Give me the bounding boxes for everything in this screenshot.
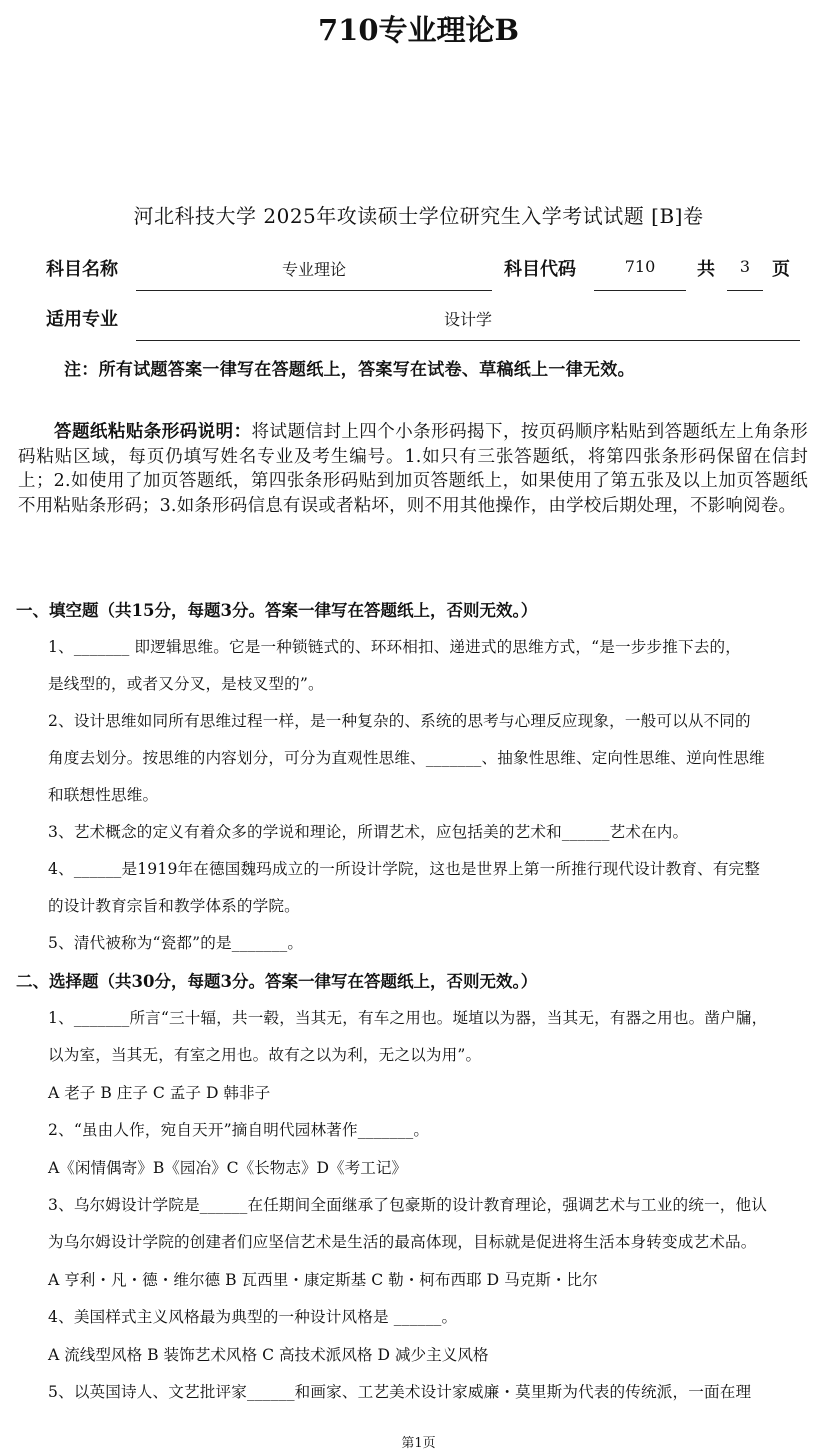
section2-line: 以为室，当其无，有室之用也。故有之以为利，无之以为用”。 <box>48 1046 482 1064</box>
section2-heading: 二、选择题（共30分，每题3分。答案一律写在答题纸上，否则无效。） <box>16 972 538 991</box>
major-value: 设计学 <box>443 310 492 329</box>
section1-line: 3、艺术概念的定义有着众多的学说和理论，所谓艺术，应包括美的艺术和______艺术在内。 <box>48 823 689 841</box>
document-title: 710专业理论B <box>317 13 520 47</box>
section1-line: 角度去划分。按思维的内容划分，可分为直观性思维、_______、抽象性思维、定向性思维、逆向性思维 <box>48 749 765 767</box>
barcode-instructions <box>18 420 808 518</box>
section1-heading: 一、填空题（共15分，每题3分。答案一律写在答题纸上，否则无效。） <box>16 601 538 620</box>
section1-line: 2、设计思维如同所有思维过程一样，是一种复杂的、系统的思考与心理反应现象，一般可以从不同的 <box>48 712 751 730</box>
exam-note: 注：所有试题答案一律写在答题纸上，答案写在试卷、草稿纸上一律无效。 <box>64 360 635 380</box>
section2-options: A《闲情偶寄》B《园冶》C《长物志》D《考工记》 <box>48 1159 408 1177</box>
section1-line: 4、______是1919年在德国魏玛成立的一所设计学院，这也是世界上第一所推行现代设计教育、有完整 <box>48 860 761 878</box>
section1-line: 的设计教育宗旨和教学体系的学院。 <box>48 897 300 915</box>
exam-title: 河北科技大学 2025年攻读硕士学位研究生入学考试试题 [B]卷 <box>133 204 704 228</box>
subject-code-value: 710 <box>624 257 656 276</box>
section2-line: 1、_______所言“三十辐，共一毂，当其无，有车之用也。埏埴以为器，当其无，有器之用也。凿户牖， <box>48 1009 768 1027</box>
subject-name-value: 专业理论 <box>281 260 346 279</box>
barcode-text: 将试题信封上四个小条形码揭下，按页码顺序粘贴到答题纸左上角条形码粘贴区域，每页仍填写姓名专业及考生编号。1.如只有三张答题纸，将第四张条形码保留在信封上；2.如使用了加页答题纸，第四张条形码贴到加页答题纸上，如果使用了第五张及以上加页答题纸不用粘贴条形码；3.如条形码信息有误或者粘坏，则不用其他操作，由学校后期处理，不影响阅卷。 <box>18 422 808 516</box>
pages-unit: 页 <box>772 259 790 280</box>
total-label: 共 <box>697 259 715 280</box>
total-pages-underline <box>727 290 763 291</box>
subject-code-underline <box>594 290 686 291</box>
subject-name-underline <box>136 290 492 291</box>
section2-line: 为乌尔姆设计学院的创建者们应坚信艺术是生活的最高体现，目标就是促进将生活本身转变成艺术品。 <box>48 1233 757 1251</box>
section2-line: 3、乌尔姆设计学院是______在任期间全面继承了包豪斯的设计教育理论，强调艺术与工业的统一，他认 <box>48 1196 767 1214</box>
section1-line: 1、_______ 即逻辑思维。它是一种锁链式的、环环相扣、递进式的思维方式，“是一步步推下去的， <box>48 638 741 656</box>
section1-line: 和联想性思维。 <box>48 786 159 804</box>
section2-line: 4、美国样式主义风格最为典型的一种设计风格是 ______。 <box>48 1308 458 1326</box>
section2-options: A 亨利・凡・德・维尔德 B 瓦西里・康定斯基 C 勒・柯布西耶 D 马克斯・比尔 <box>48 1271 598 1289</box>
subject-name-label: 科目名称 <box>46 259 118 280</box>
total-pages-value: 3 <box>739 257 751 276</box>
subject-code-label: 科目代码 <box>504 259 576 280</box>
section1-line: 是线型的，或者又分叉，是枝叉型的”。 <box>48 675 324 693</box>
page-number: 第1页 <box>401 1436 436 1451</box>
section2-line: 2、“虽由人作，宛自天开”摘自明代园林著作_______。 <box>48 1121 430 1139</box>
section2-line: 5、以英国诗人、文艺批评家______和画家、工艺美术设计家威廉・莫里斯为代表的传统派，一面在理 <box>48 1383 752 1401</box>
barcode-lead: 答题纸粘贴条形码说明： <box>54 422 252 442</box>
major-label: 适用专业 <box>46 309 118 330</box>
section2-options: A 流线型风格 B 装饰艺术风格 C 高技术派风格 D 减少主义风格 <box>48 1346 489 1364</box>
section2-options: A 老子 B 庄子 C 孟子 D 韩非子 <box>48 1084 271 1102</box>
major-underline <box>136 340 800 341</box>
section1-line: 5、清代被称为“瓷都”的是_______。 <box>48 934 304 952</box>
